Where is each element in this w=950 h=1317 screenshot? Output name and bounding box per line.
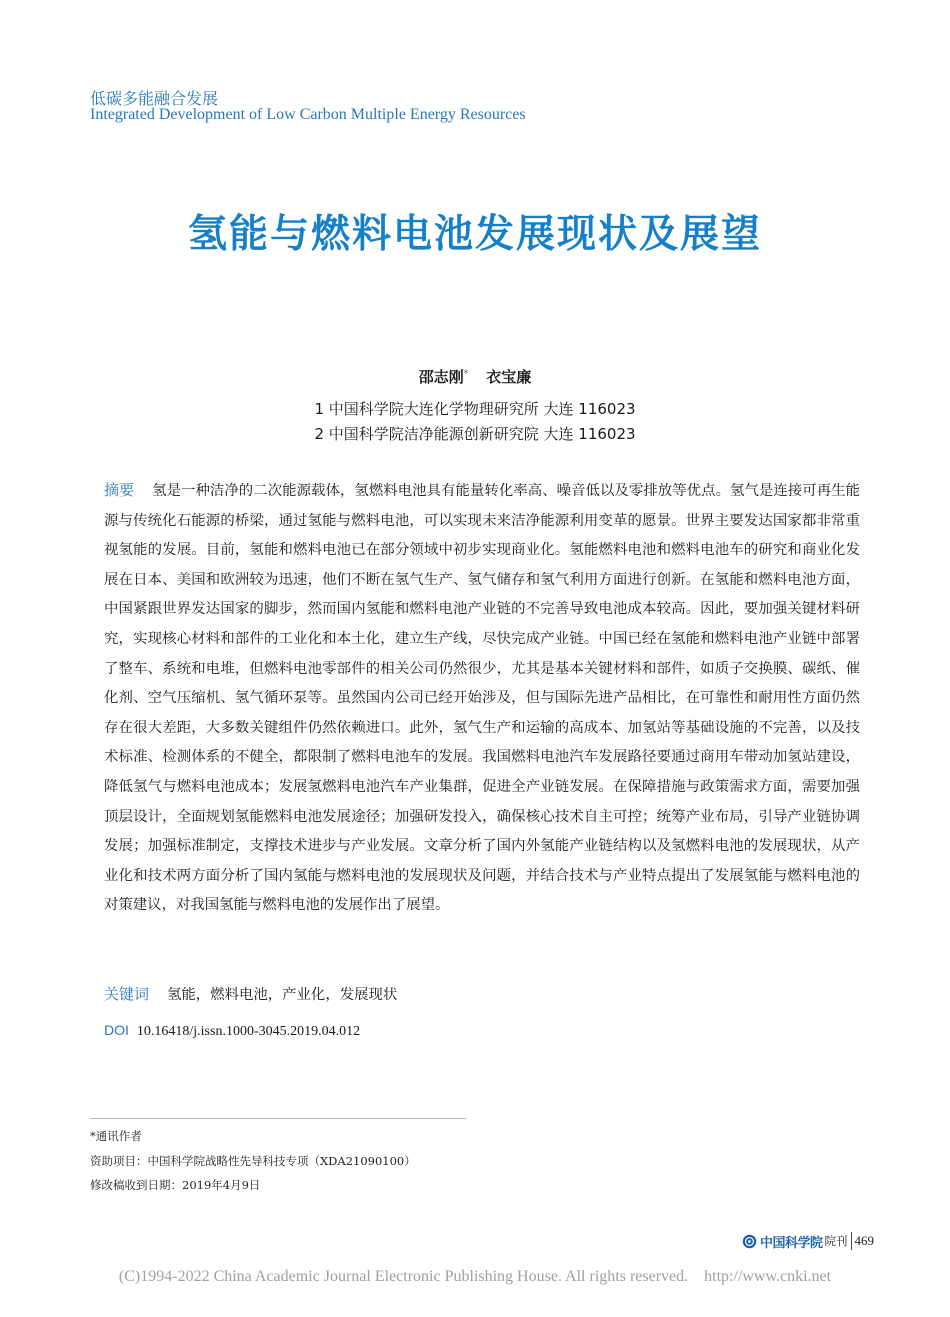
journal-kan: 院刊	[824, 1234, 848, 1248]
copyright-text: (C)1994-2022 China Academic Journal Electronic Publishing House. All rights reserved.	[118, 1268, 689, 1285]
keywords-text: 氢能，燃料电池，产业化，发展现状	[167, 987, 398, 1003]
article-title: 氢能与燃料电池发展现状及展望	[187, 212, 762, 257]
corresponding-mark: *	[463, 369, 469, 379]
affiliation-2: 2 中国科学院洁净能源创新研究院 大连 116023	[314, 425, 636, 443]
abstract	[104, 476, 860, 921]
page-number: 469	[854, 1233, 875, 1248]
journal-name: 中国科学院	[760, 1235, 823, 1251]
keywords-label: 关键词	[104, 985, 150, 1003]
section-heading-en: Integrated Development of Low Carbon Multiple Energy Resources	[90, 106, 526, 123]
doi-label: DOI	[104, 1022, 129, 1038]
footnote-divider	[90, 1118, 466, 1119]
author-line	[0, 366, 950, 387]
doi	[104, 1022, 360, 1040]
brand-separator	[851, 1232, 852, 1250]
keywords	[104, 983, 397, 1004]
copyright-url[interactable]: http://www.cnki.net	[704, 1268, 832, 1285]
footnote-corresponding-author: *通讯作者	[90, 1129, 142, 1143]
footnote-received-date: 修改稿收到日期：2019年4月9日	[90, 1178, 261, 1192]
affiliation-1: 1 中国科学院大连化学物理研究所 大连 116023	[314, 400, 636, 418]
cas-logo-icon	[742, 1234, 757, 1249]
copyright-line	[0, 1268, 950, 1286]
footnote-funding: 资助项目：中国科学院战略性先导科技专项（XDA21090100）	[90, 1154, 416, 1168]
abstract-text: 氢是一种洁净的二次能源载体，氢燃料电池具有能量转化率高、噪音低以及零排放等优点。氢气是连接可再生能源与传统化石能源的桥梁，通过氢能与燃料电池，可以实现未来洁净能源利用变革的愿景。世界主要发达国家都非常重视氢能的发展。目前，氢能和燃料电池已在部分领域中初步实现商业化。氢能燃料电池和燃料电池车的研究和商业化发展在日本、美国和欧洲较为迅速，他们不断在氢气生产、氢气储存和氢气利用方面进行创新。在氢能和燃料电池方面，中国紧跟世界发达国家的脚步，然而国内氢能和燃料电池产业链的不完善导致电池成本较高。因此，要加强关键材料研究，实现核心材料和部件的工业化和本土化，建立生产线，尽快完成产业链。中国已经在氢能和燃料电池产业链中部署了整车、系统和电堆，但燃料电池零部件的相关公司仍然很少，尤其是基本关键材料和部件，如质子交换膜、碳纸、催化剂、空气压缩机、氢气循环泵等。虽然国内公司已经开始涉及，但与国际先进产品相比，在可靠性和耐用性方面仍然存在很大差距，大多数关键组件仍然依赖进口。此外，氢气生产和运输的高成本、加氢站等基础设施的不完善，以及技术标准、检测体系的不健全，都限制了燃料电池车的发展。我国燃料电池汽车发展路径要通过商用车带动加氢站建设，降低氢气与燃料电池成本；发展氢燃料电池汽车产业集群，促进全产业链发展。在保障措施与政策需求方面，需要加强顶层设计，全面规划氢能燃料电池发展途径；加强研发投入，确保核心技术自主可控；统筹产业布局，引导产业链协调发展；加强标准制定，支撑技术进步与产业发展。文章分析了国内外氢能产业链结构以及氢燃料电池的发展现状，从产业化和技术两方面分析了国内氢能与燃料电池的发展现状及问题，并结合技术与产业特点提出了发展氢能与燃料电池的对策建议，对我国氢能与燃料电池的发展作出了展望。	[104, 483, 860, 914]
author-name: 衣宝廉	[486, 368, 532, 386]
journal-branding	[742, 1231, 874, 1251]
doi-value[interactable]: 10.16418/j.issn.1000-3045.2019.04.012	[136, 1024, 361, 1039]
abstract-label: 摘要	[104, 481, 135, 499]
section-heading-zh: 低碳多能融合发展	[90, 89, 219, 108]
author-name: 邵志刚	[418, 368, 464, 386]
